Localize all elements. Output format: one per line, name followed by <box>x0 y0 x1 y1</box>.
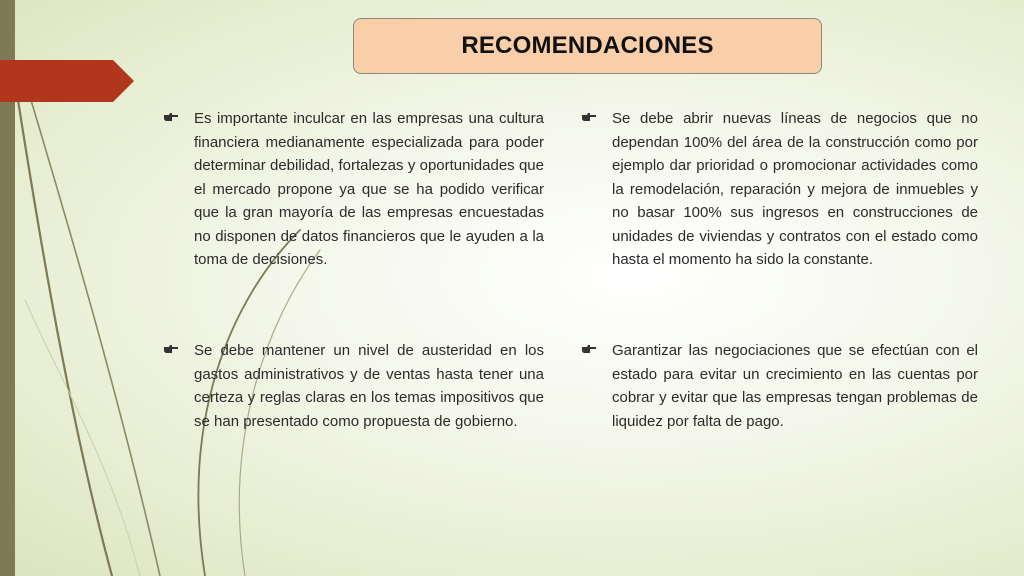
bullet-text: Se debe mantener un nivel de austeridad en los gastos administrativos y de ventas hasta tener una certeza y reglas claras en los temas impositivos que se han presentado como propuesta de gobierno. <box>194 342 544 430</box>
bullet-item <box>163 339 544 433</box>
bullet-text: Es importante inculcar en las empresas una cultura financiera medianamente especializada para poder determinar debilidad, fortalezas y oportunidades que el mercado propone ya que se ha podido verificar que la gran mayoría de las empresas encuestadas no disponen de datos financieros que le ayuden a la toma de decisiones. <box>194 110 544 268</box>
title-box <box>353 18 822 74</box>
bullet-text: Garantizar las negociaciones que se efectúan con el estado para evitar un crecimiento en las cuentas por cobrar y evitar que las empresas tengan problemas de liquidez por falta de pago. <box>612 342 978 430</box>
red-arrow-tab <box>0 60 134 102</box>
hand-pointer-icon <box>163 112 179 123</box>
bullet-item <box>581 107 978 272</box>
hand-pointer-icon <box>581 112 597 123</box>
slide-title: RECOMENDACIONES <box>461 32 714 59</box>
bullet-item <box>581 339 978 433</box>
bullet-text: Se debe abrir nuevas líneas de negocios que no dependan 100% del área de la construcción como por ejemplo dar prioridad o promocionar actividades como la remodelación, reparación y mejora de inmuebles y no basar 100% sus ingresos en construcciones de unidades de viviendas y contratos con el estado como hasta el momento ha sido la constante. <box>612 110 978 268</box>
hand-pointer-icon <box>581 344 597 355</box>
bullet-item <box>163 107 544 272</box>
hand-pointer-icon <box>163 344 179 355</box>
